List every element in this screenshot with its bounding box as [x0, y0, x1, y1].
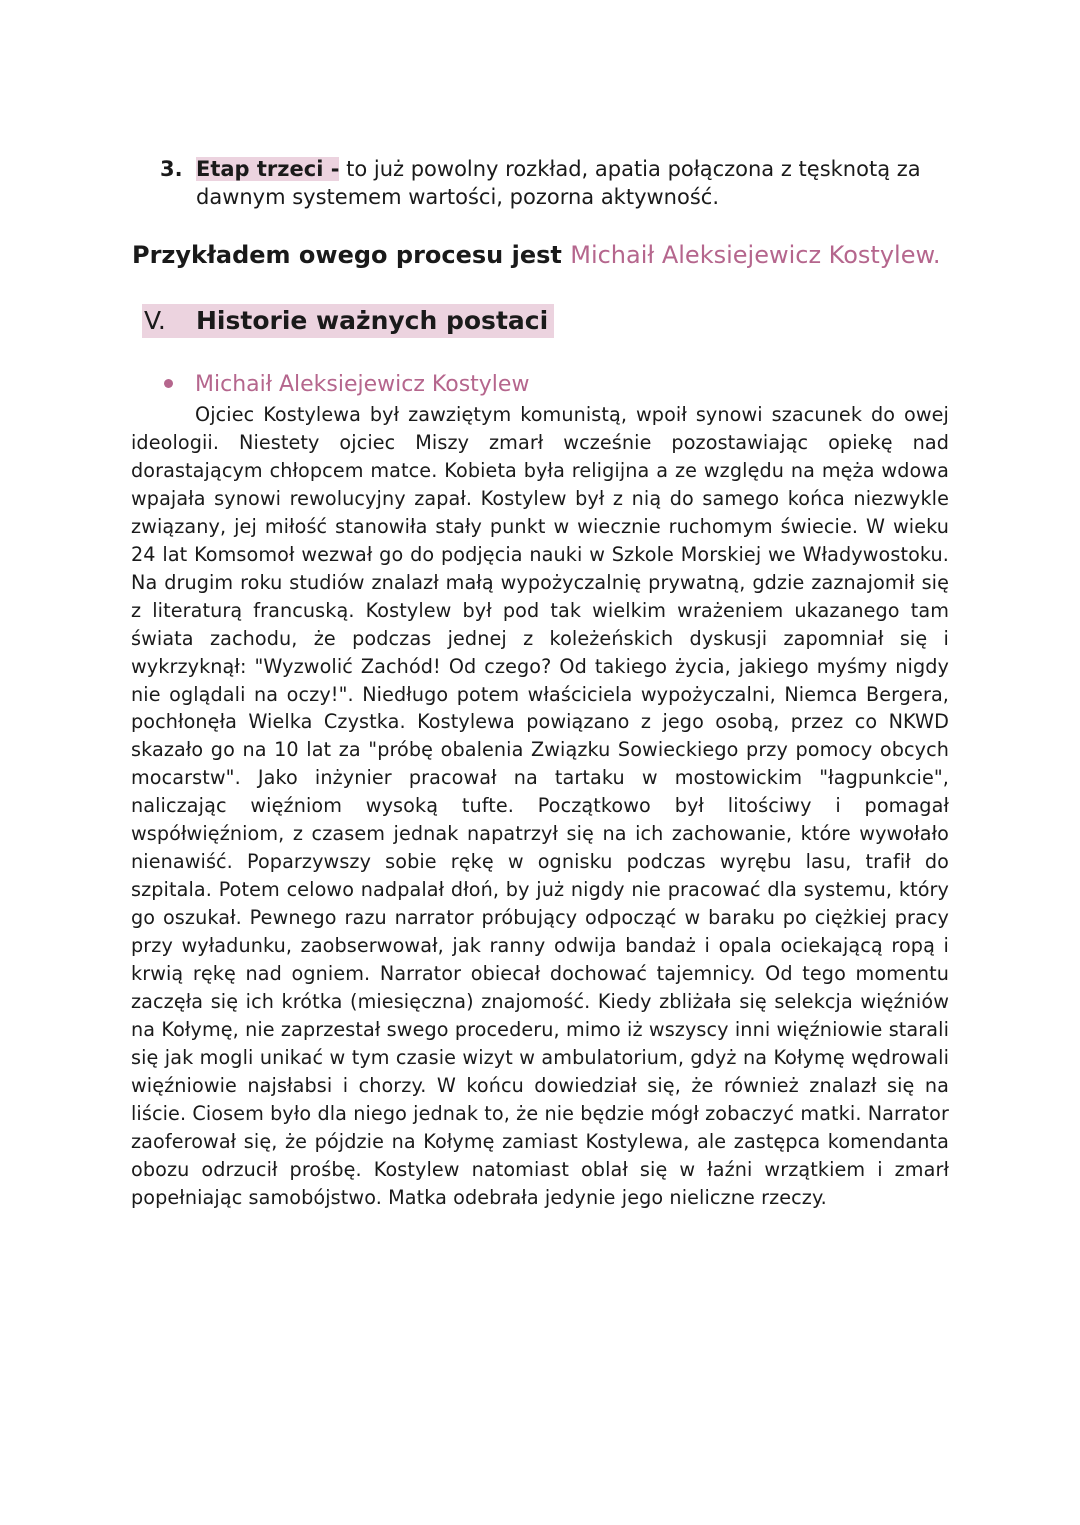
bullet-dot-icon — [164, 379, 173, 388]
example-sentence — [132, 238, 952, 272]
list-item-body — [196, 155, 950, 211]
list-item-term: Etap trzeci - — [196, 157, 340, 181]
section-title: Historie ważnych postaci — [196, 306, 549, 335]
section-heading — [142, 304, 554, 338]
character-name: Michaił Aleksiejewicz Kostylew — [195, 372, 530, 397]
list-item-text: to już powolny rozkład, apatia połączona z tęsknotą za dawnym systemem wartości, pozorna aktywność. — [196, 157, 921, 209]
character-bullet — [164, 370, 529, 400]
character-paragraph: Ojciec Kostylewa był zawziętym komunistą, wpoił synowi szacunek do owej ideologii. Niestety ojciec Miszy zmarł wcześnie pozostawiając opiekę nad dorastającym chłopcem matce. Kobieta była religijna a ze względu na męża wdowa wpajała synowi rewolucyjny zapał. Kostylew był z nią do samego końca niezwykle związany, jej miłość stanowiła stały punkt w wiecznie ruchomym świecie. W wieku 24 lat Komsomoł wezwał go do podjęcia nauki w Szkole Morskiej we Władywostoku. Na drugim roku studiów znalazł małą wypożyczalnię prywatną, gdzie zaznajomił się z literaturą francuską. Kostylew był pod tak wielkim wrażeniem ukazanego tam świata zachodu, że podczas jednej z koleżeńskich dyskusji zapomniał się i wykrzyknął: "Wyzwolić Zachód! Od czego? Od takiego życia, jakiego myśmy nigdy nie oglądali na oczy!". Niedługo potem właściciela wypożyczalni, Niemca Bergera, pochłonęła Wielka Czystka. Kostylewa powiązano z jego osobą, przez co NKWD skazało go na 10 lat za "próbę obalenia Związku Sowieckiego przy pomocy obcych mocarstw". Jako inżynier pracował na tartaku w mostowickim "łagpunkcie", naliczając więźniom wysoką tufte. Początkowo był litościwy i pomagał współwięźniom, z czasem jednak napatrzył się na ich zachowanie, które wywołało nienawiść. Poparzywszy sobie rękę w ognisku podczas wyrębu lasu, trafił do szpitala. Potem celowo nadpalał dłoń, by już nigdy nie pracować dla systemu, który go oszukał. Pewnego razu narrator próbujący odpocząć w baraku po ciężkiej pracy przy wyładunku, zaobserwował, jak ranny odwija bandaż i opala ociekającą ropą i krwią rękę nad ogniem. Narrator obiecał dochować tajemnicy. Od tego momentu zaczęła się ich krótka (miesięczna) znajomość. Kiedy zbliżała się selekcja więźniów na Kołymę, nie zaprzestał swego procederu, mimo iż wszyscy inni więźniowie starali się jak mogli unikać w tym czasie wizyt w ambulatorium, gdyż na Kołymę wędrowali więźniowie najsłabsi i chorzy. W końcu dowiedział się, że również znalazł się na liście. Ciosem było dla niego jednak to, że nie będzie mógł zobaczyć matki. Narrator zaoferował się, że pójdzie na Kołymę zamiast Kostylewa, ale zastępca komendanta obozu odrzucił prośbę. Kostylew natomiast oblał się w łaźni wrzątkiem i zmarł popełniając samobójstwo. Matka odebrała jedynie jego nieliczne rzeczy. — [131, 403, 949, 1209]
section-numeral: V. — [144, 306, 166, 335]
list-item-stage-three — [160, 155, 950, 211]
example-name: Michaił Aleksiejewicz Kostylew. — [570, 241, 941, 269]
list-number: 3. — [160, 157, 183, 181]
example-lead: Przykładem owego procesu jest — [132, 241, 571, 269]
